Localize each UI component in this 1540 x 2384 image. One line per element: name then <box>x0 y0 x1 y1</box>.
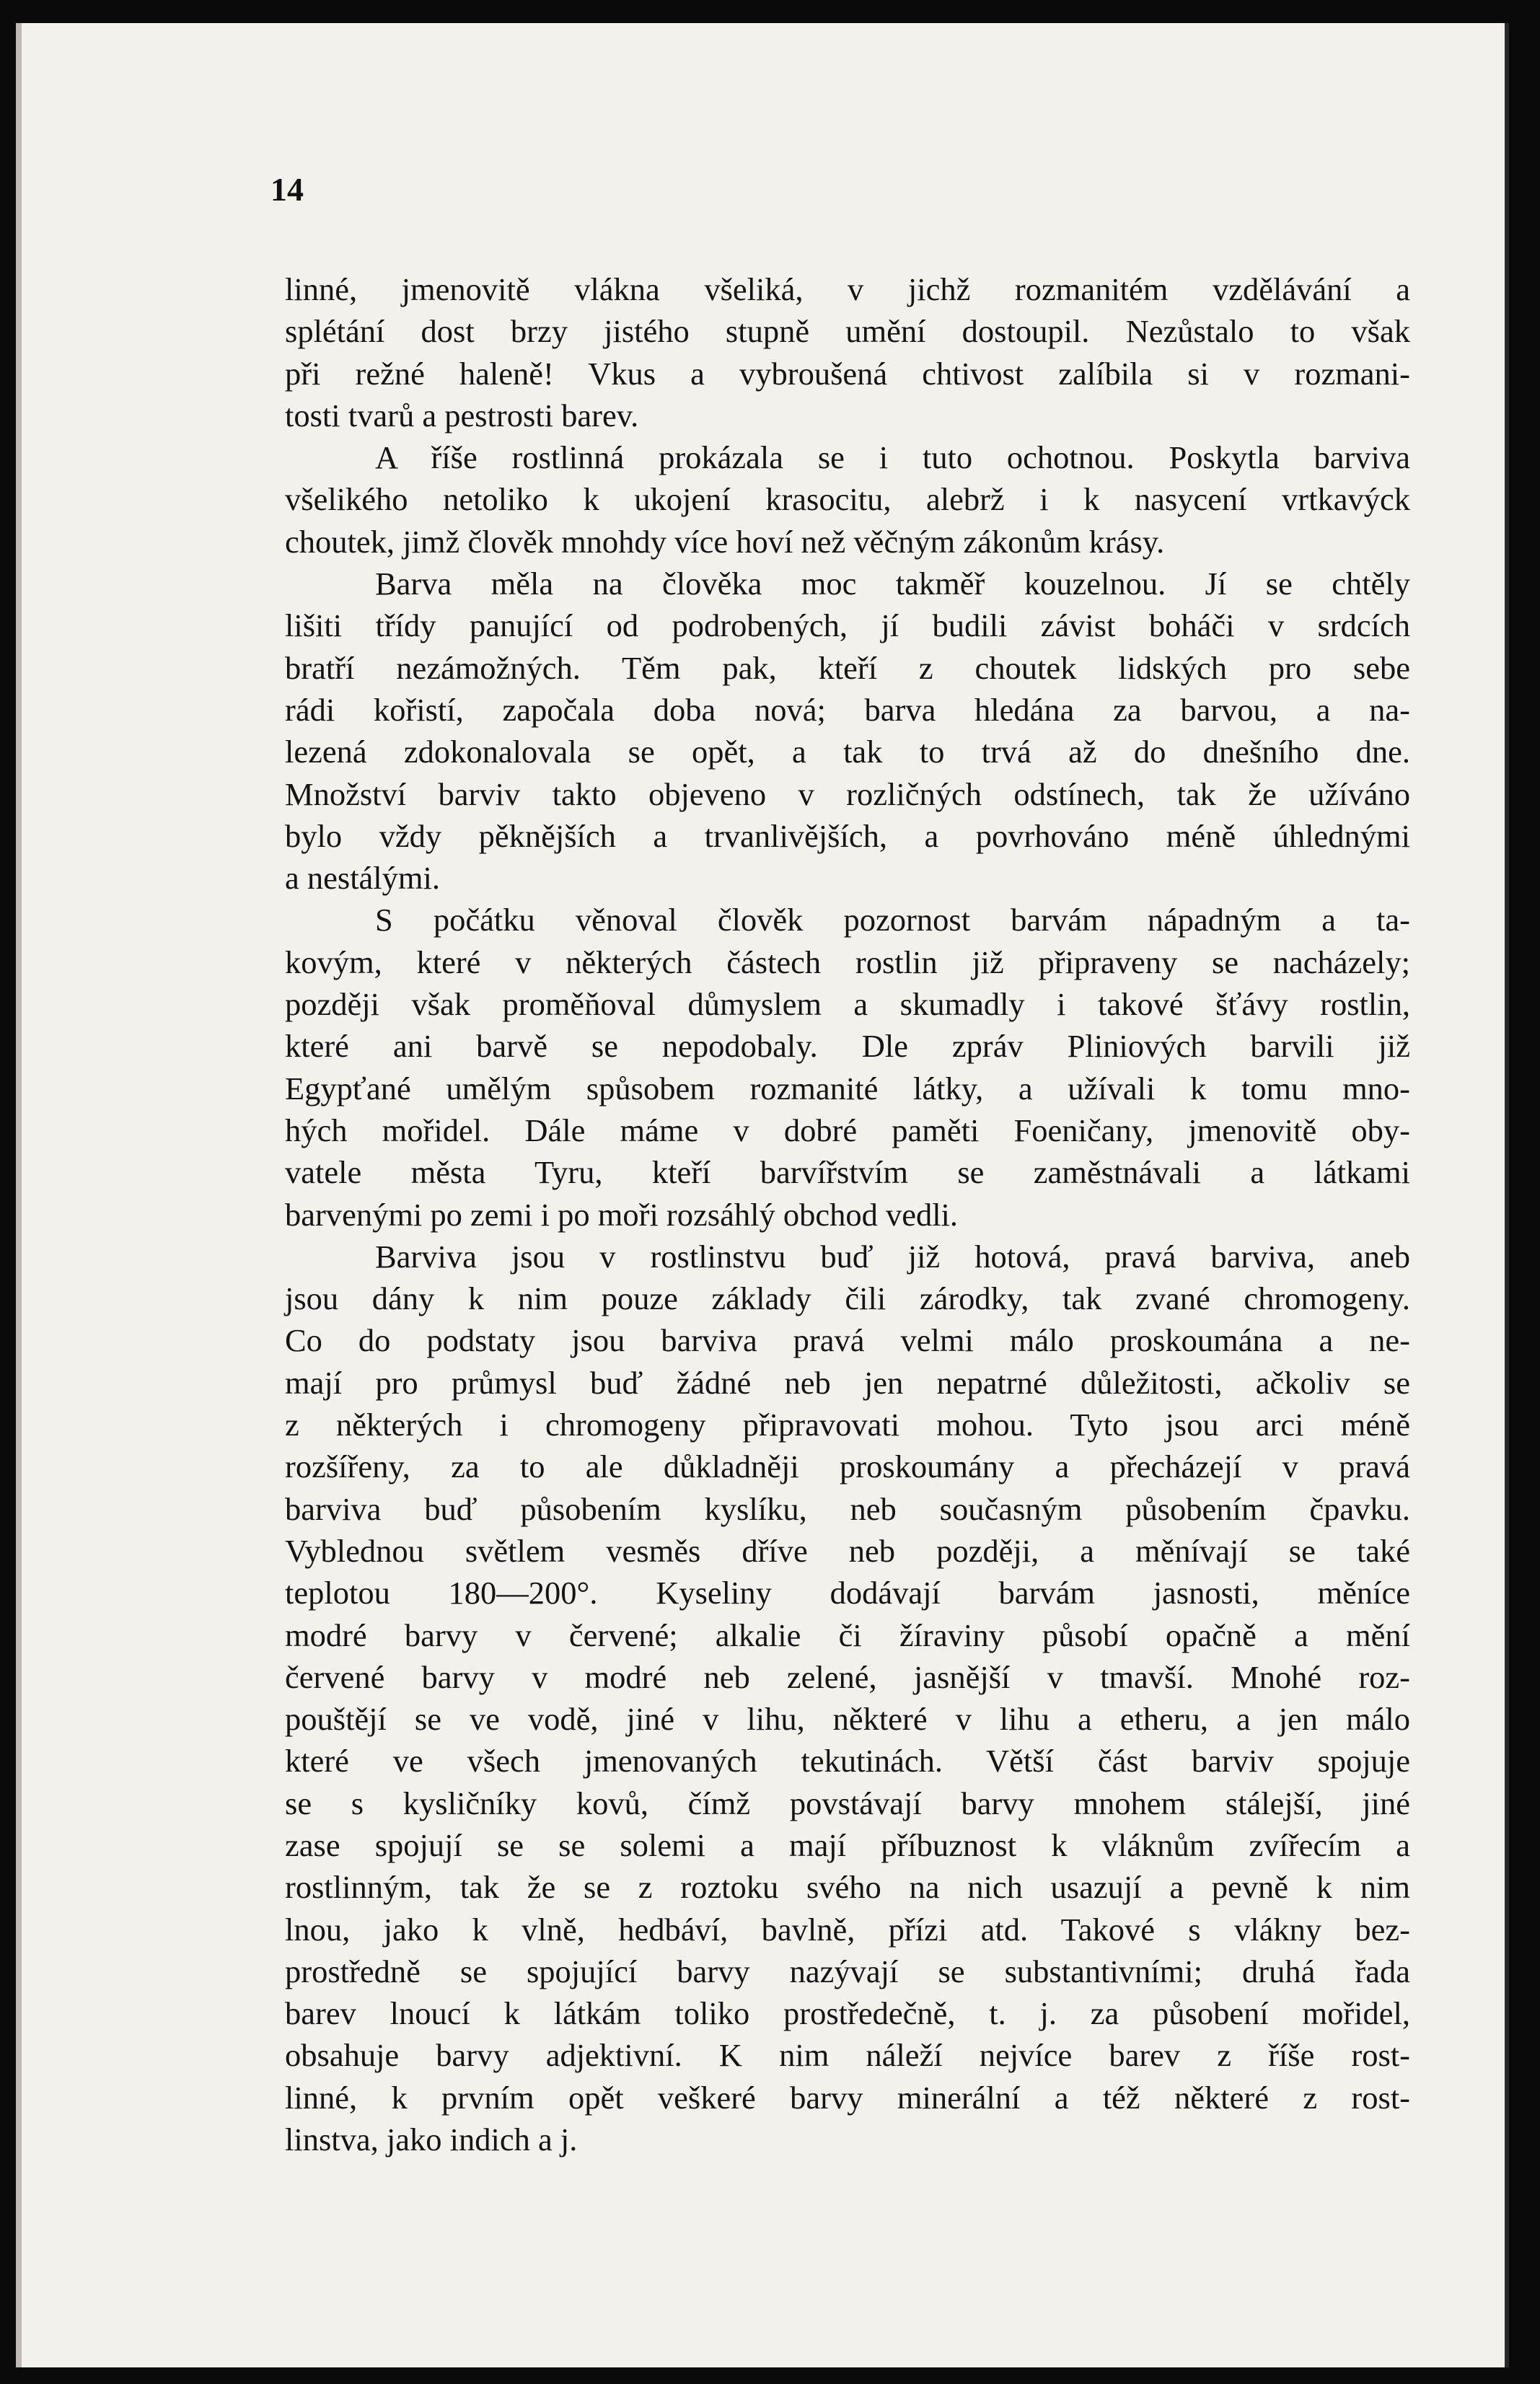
text-line: a nestálými. <box>285 860 441 897</box>
text-line: S počátku věnoval člověk pozornost barvám nápadným a ta- <box>375 902 1410 938</box>
text-line: rostlinným, tak že se z roztoku svého na nich usazují a pevně k nim <box>285 1869 1410 1906</box>
text-line: pouštějí se ve vodě, jiné v lihu, některé v lihu a etheru, a jen málo <box>285 1701 1410 1738</box>
text-line: zase spojují se se solemi a mají příbuznost k vláknům zvířecím a <box>285 1826 1410 1863</box>
text-line: se s kysličníky kovů, čímž povstávají barvy mnohem stálejší, jiné <box>285 1785 1410 1821</box>
paragraph <box>285 1236 1410 2161</box>
text-line: rádi kořistí, započala doba nová; barva hledána za barvou, a na- <box>285 691 1410 728</box>
text-line: které ve všech jmenovaných tekutinách. Větší část barviv spojuje <box>285 1743 1410 1780</box>
text-line: linné, jmenovitě vlákna všeliká, v jichž rozmanitém vzdělávání a <box>285 271 1410 307</box>
paragraph <box>285 899 1410 1235</box>
text-line: A říše rostlinná prokázala se i tuto ochotnou. Poskytla barviva <box>375 439 1410 476</box>
text-line: bylo vždy pěknějších a trvanlivějších, a povrhováno méně úhlednými <box>285 817 1410 854</box>
page-edge <box>16 23 22 2367</box>
text-line: linné, k prvním opět veškeré barvy minerální a též některé z rost- <box>285 2079 1410 2116</box>
text-line: mají pro průmysl buď žádné neb jen nepatrné důležitosti, ačkoliv se <box>285 1364 1410 1401</box>
text-line: lezená zdokonalovala se opět, a tak to trvá až do dnešního dne. <box>285 734 1410 770</box>
paragraph <box>285 436 1410 563</box>
text-line: Barva měla na člověka moc takměř kouzelnou. Jí se chtěly <box>375 566 1410 602</box>
page-number: 14 <box>270 171 304 208</box>
text-line: teplotou 180—200°. Kyseliny dodávají barvám jasnosti, měníce <box>285 1575 1410 1611</box>
text-line: lišiti třídy panující od podrobených, jí budili závist boháči v srdcích <box>285 607 1410 644</box>
text-line: později však proměňoval důmyslem a skumadly i takové šťávy rostlin, <box>285 986 1410 1023</box>
text-line: při režné haleně! Vkus a vybroušená chtivost zalíbila si v rozmani- <box>285 355 1410 392</box>
text-line: modré barvy v červené; alkalie či žíraviny působí opačně a mění <box>285 1617 1410 1653</box>
text-line: které ani barvě se nepodobaly. Dle zpráv Pliniových barvili již <box>285 1028 1410 1065</box>
text-line: prostředně se spojující barvy nazývají se substantivními; druhá řada <box>285 1953 1410 1989</box>
body-text <box>285 268 1410 2160</box>
text-line: tosti tvarů a pestrosti barev. <box>285 397 639 434</box>
text-line: jsou dány k nim pouze základy čili zárodky, tak zvané chromogeny. <box>285 1280 1410 1317</box>
text-line: rozšířeny, za to ale důkladněji proskoumány a přecházejí v pravá <box>285 1448 1410 1485</box>
text-line: barvenými po zemi i po moři rozsáhlý obchod vedli. <box>285 1196 959 1233</box>
text-line: Co do podstaty jsou barviva pravá velmi málo proskoumána a ne- <box>285 1322 1410 1359</box>
text-line: Vyblednou světlem vesměs dříve neb později, a měnívají se také <box>285 1532 1410 1569</box>
text-line: červené barvy v modré neb zelené, jasnější v tmavší. Mnohé roz- <box>285 1658 1410 1695</box>
text-line: hých mořidel. Dále máme v dobré paměti Foeničany, jmenovitě oby- <box>285 1112 1410 1148</box>
text-line: Množství barviv takto objeveno v rozličných odstínech, tak že užíváno <box>285 775 1410 812</box>
text-line: linstva, jako indich a j. <box>285 2121 578 2158</box>
text-line: z některých i chromogeny připravovati mohou. Tyto jsou arci méně <box>285 1407 1410 1443</box>
text-line: všelikého netoliko k ukojení krasocitu, alebrž i k nasycení vrtkavýck <box>285 481 1410 518</box>
text-line: vatele města Tyru, kteří barvířstvím se zaměstnávali a látkami <box>285 1154 1410 1191</box>
text-line: splétání dost brzy jistého stupně umění dostoupil. Nezůstalo to však <box>285 313 1410 350</box>
text-line: obsahuje barvy adjektivní. K nim náleží nejvíce barev z říše rost- <box>285 2037 1410 2074</box>
text-line: Egypťané umělým spůsobem rozmanité látky, a užívali k tomu mno- <box>285 1070 1410 1107</box>
text-line: Barviva jsou v rostlinstvu buď již hotová, pravá barviva, aneb <box>375 1238 1410 1275</box>
paragraph <box>285 268 1410 436</box>
text-line: barev lnoucí k látkám toliko prostředečně, t. j. za působení mořidel, <box>285 1995 1410 2032</box>
text-line: kovým, které v některých částech rostlin již připraveny se nacházely; <box>285 944 1410 980</box>
text-line: choutek, jimž člověk mnohdy více hoví než věčným zákonům krásy. <box>285 523 1165 560</box>
text-line: bratří nezámožných. Těm pak, kteří z choutek lidských pro sebe <box>285 649 1410 686</box>
paragraph <box>285 563 1410 899</box>
text-line: lnou, jako k vlně, hedbáví, bavlně, přízi atd. Takové s vlákny bez- <box>285 1911 1410 1948</box>
text-line: barviva buď působením kyslíku, neb současným působením čpavku. <box>285 1490 1410 1527</box>
